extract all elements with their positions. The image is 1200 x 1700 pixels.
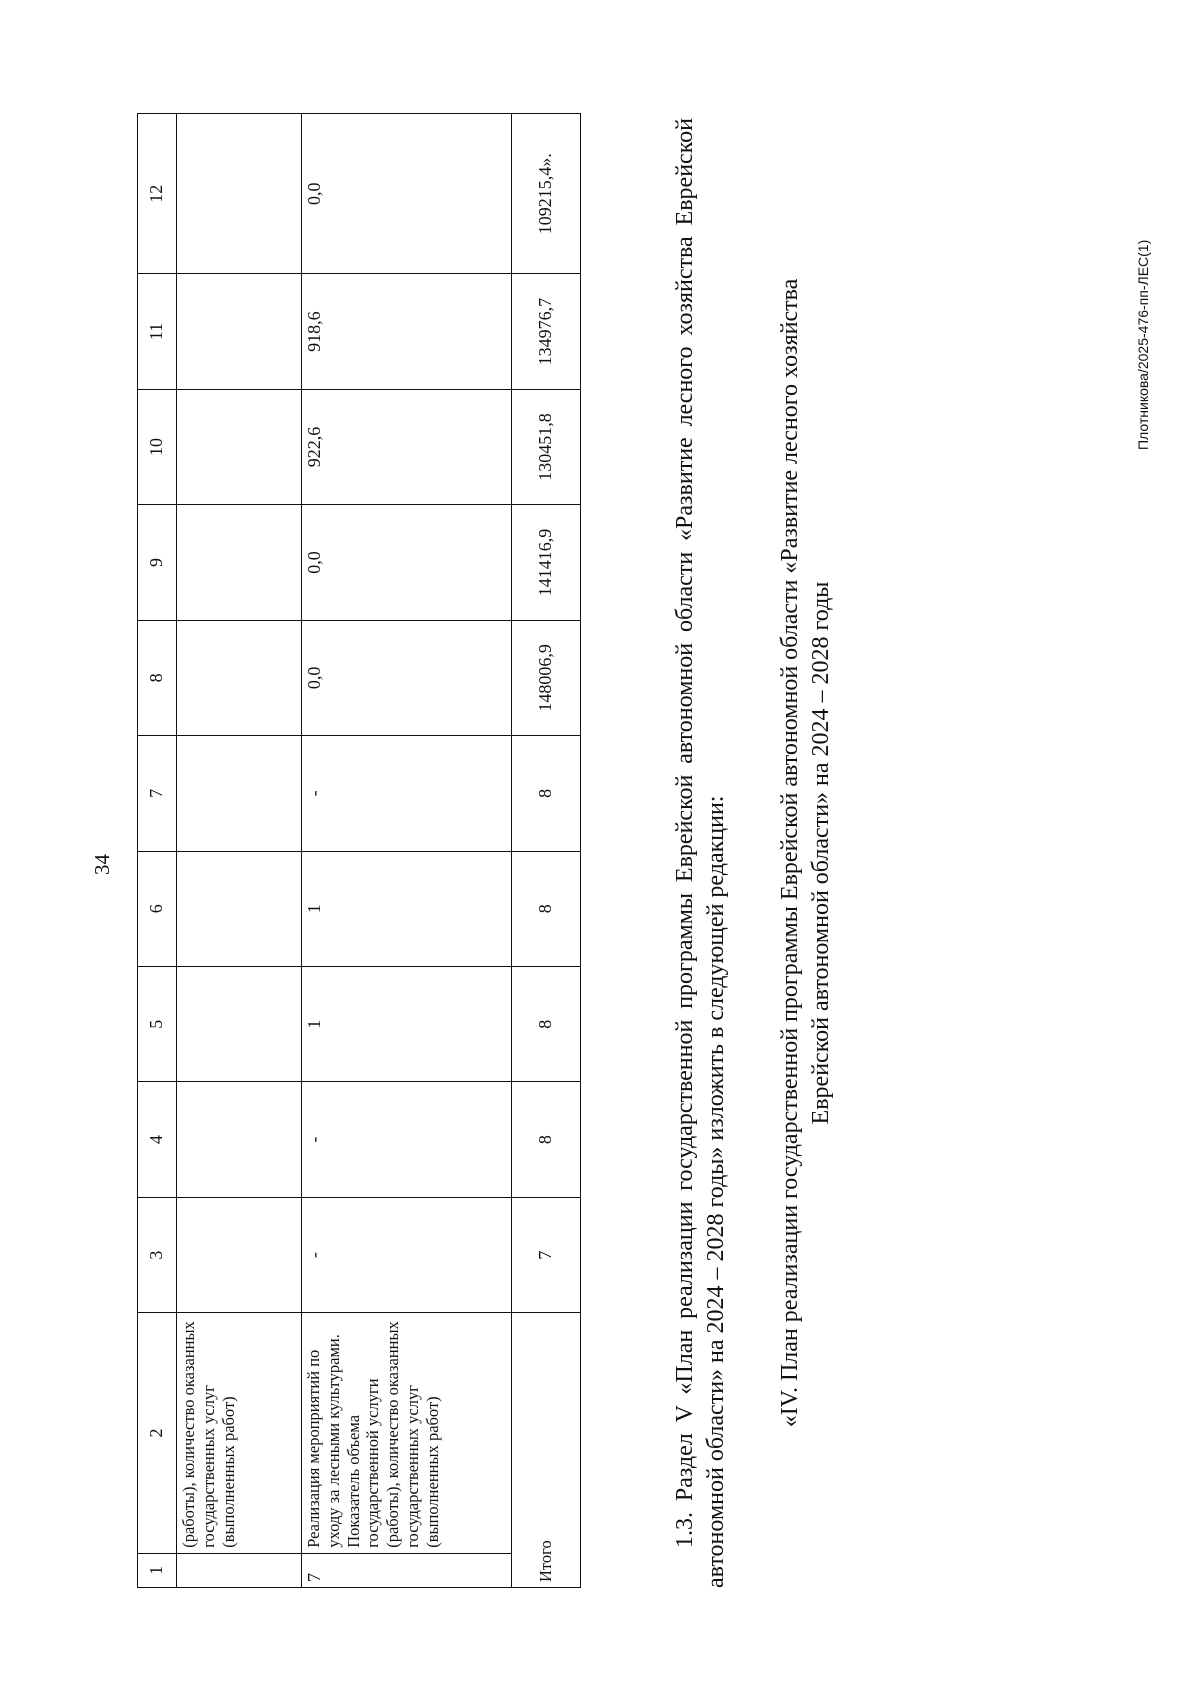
row-name: Реализация мероприятий по уходу за лесными культурами. Показатель объема государственной услуги (работы), количество оказанных государственных услуг (выполненных работ) (302, 1313, 512, 1554)
total-cell: 141416,9 (512, 505, 581, 620)
cell: 0,0 (302, 114, 512, 274)
table-row (302, 114, 512, 1588)
column-number: 4 (138, 1082, 177, 1197)
column-number: 1 (138, 1553, 177, 1587)
total-label: Итого (512, 1313, 581, 1588)
column-number: 5 (138, 966, 177, 1081)
cell (177, 505, 302, 620)
cell (177, 114, 302, 274)
column-number: 9 (138, 505, 177, 620)
total-row (512, 114, 581, 1588)
cell: 0,0 (302, 505, 512, 620)
column-number: 6 (138, 851, 177, 966)
amendment-text: 1.3. Раздел V «План реализации государственной программы Еврейской автономной области «Развитие лесного хозяйства Еврейской автономной области» на 2024 – 2028 годы» изложить в следующей редакции: (672, 118, 729, 1588)
column-number: 7 (138, 736, 177, 851)
cell: 0,0 (302, 620, 512, 735)
row-number: 7 (302, 1553, 512, 1587)
total-cell: 8 (512, 736, 581, 851)
page-number: 34 (90, 854, 114, 875)
column-number: 10 (138, 389, 177, 504)
total-cell: 8 (512, 966, 581, 1081)
column-number: 11 (138, 274, 177, 389)
total-cell: 134976,7 (512, 274, 581, 389)
cell (177, 1197, 302, 1312)
cell (177, 389, 302, 504)
row-number (177, 1553, 302, 1587)
document-code: Плотникова/2025-476-пп-ЛЕС(1) (1135, 239, 1151, 450)
row-name: (работы), количество оказанных государственных услуг (выполненных работ) (177, 1313, 302, 1554)
total-cell: 109215,4». (512, 114, 581, 274)
section-heading-line: Еврейской автономной области» на 2024 – 2028 годы (807, 581, 834, 1125)
column-number: 12 (138, 114, 177, 274)
cell (177, 1082, 302, 1197)
section-heading (775, 118, 836, 1588)
table-row (177, 114, 302, 1588)
total-cell: 148006,9 (512, 620, 581, 735)
cell (177, 620, 302, 735)
cell: 1 (302, 851, 512, 966)
cell (177, 851, 302, 966)
amendment-paragraph (670, 118, 731, 1588)
cell: 1 (302, 966, 512, 1081)
total-cell: 8 (512, 851, 581, 966)
total-cell: 130451,8 (512, 389, 581, 504)
cell: - (302, 1082, 512, 1197)
section-heading-line: «IV. План реализации государственной программы Еврейской автономной области «Развитие лесного хозяйства (777, 278, 803, 1428)
cell: - (302, 1197, 512, 1312)
table-header-row (138, 114, 177, 1588)
cell (177, 966, 302, 1081)
cell: - (302, 736, 512, 851)
plan-table (137, 113, 581, 1588)
total-cell: 8 (512, 1082, 581, 1197)
column-number: 2 (138, 1313, 177, 1554)
total-cell: 7 (512, 1197, 581, 1312)
cell: 918,6 (302, 274, 512, 389)
cell (177, 274, 302, 389)
column-number: 3 (138, 1197, 177, 1312)
column-number: 8 (138, 620, 177, 735)
cell: 922,6 (302, 389, 512, 504)
cell (177, 736, 302, 851)
